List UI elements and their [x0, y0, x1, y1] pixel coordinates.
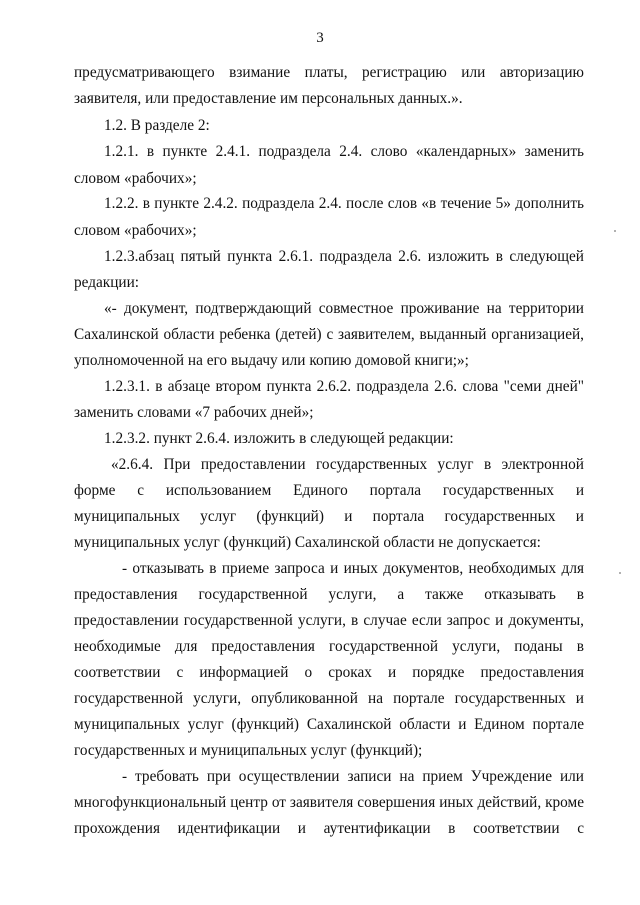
text-line: заявителя, или предоставление им персональных данных.».: [74, 90, 463, 107]
text-line: 1.2.3.1. в абзаце втором пункта 2.6.2. подраздела 2.6. слова "семи дней": [104, 378, 584, 395]
text-line: государственных и муниципальных услуг (функций);: [74, 742, 423, 759]
text-line: заменить словами «7 рабочих дней»;: [74, 404, 314, 421]
text-line: «2.6.4. При предоставлении государственных услуг в электронной: [111, 456, 584, 473]
text-line: предусматривающего взимание платы, регистрацию или авторизацию: [74, 64, 584, 81]
text-line: уполномоченной на его выдачу или копию домовой книги;»;: [74, 352, 469, 369]
text-line: муниципальных услуг (функций) Сахалинской области не допускается:: [74, 534, 541, 551]
text-line: государственной услуги, опубликованной на портале государственных и: [74, 690, 584, 707]
text-line: предоставлении государственной услуги, в случае если запрос и документы,: [74, 612, 584, 629]
text-line: редакции:: [74, 274, 140, 291]
text-line: соответствии с информацией о сроках и порядке предоставления: [74, 664, 584, 681]
text-line: 1.2.3.абзац пятый пункта 2.6.1. подраздела 2.6. изложить в следующей: [104, 248, 584, 265]
text-line: необходимые для предоставления государственной услуги, поданы в: [74, 638, 584, 655]
text-line: «- документ, подтверждающий совместное проживание на территории: [104, 300, 584, 317]
text-line: форме с использованием Единого портала государственных и: [74, 482, 584, 499]
text-line: многофункциональный центр от заявителя совершения иных действий, кроме: [74, 794, 584, 811]
text-line: 1.2.2. в пункте 2.4.2. подраздела 2.4. после слов «в течение 5» дополнить: [104, 195, 584, 212]
text-line: Сахалинской области ребенка (детей) с заявителем, выданный организацией,: [74, 326, 584, 343]
text-line: 1.2.3.2. пункт 2.6.4. изложить в следующей редакции:: [104, 430, 454, 447]
text-line: 1.2. В разделе 2:: [104, 117, 210, 134]
scan-speck: [619, 572, 621, 574]
text-line: прохождения идентификации и аутентификации в соответствии с: [74, 820, 584, 837]
text-line: - требовать при осуществлении записи на прием Учреждение или: [122, 768, 584, 785]
text-line: словом «рабочих»;: [74, 222, 197, 239]
text-line: муниципальных услуг (функций) Сахалинской области и Едином портале: [74, 716, 584, 733]
text-line: предоставления государственной услуги, а также отказывать в: [74, 586, 584, 603]
page-number: 3: [316, 30, 324, 46]
text-line: муниципальных услуг (функций) и портала государственных и: [74, 508, 584, 525]
text-line: 1.2.1. в пункте 2.4.1. подраздела 2.4. слово «календарных» заменить: [104, 143, 584, 160]
text-line: словом «рабочих»;: [74, 170, 197, 187]
text-line: - отказывать в приеме запроса и иных документов, необходимых для: [122, 560, 584, 577]
scan-speck: [614, 230, 616, 232]
